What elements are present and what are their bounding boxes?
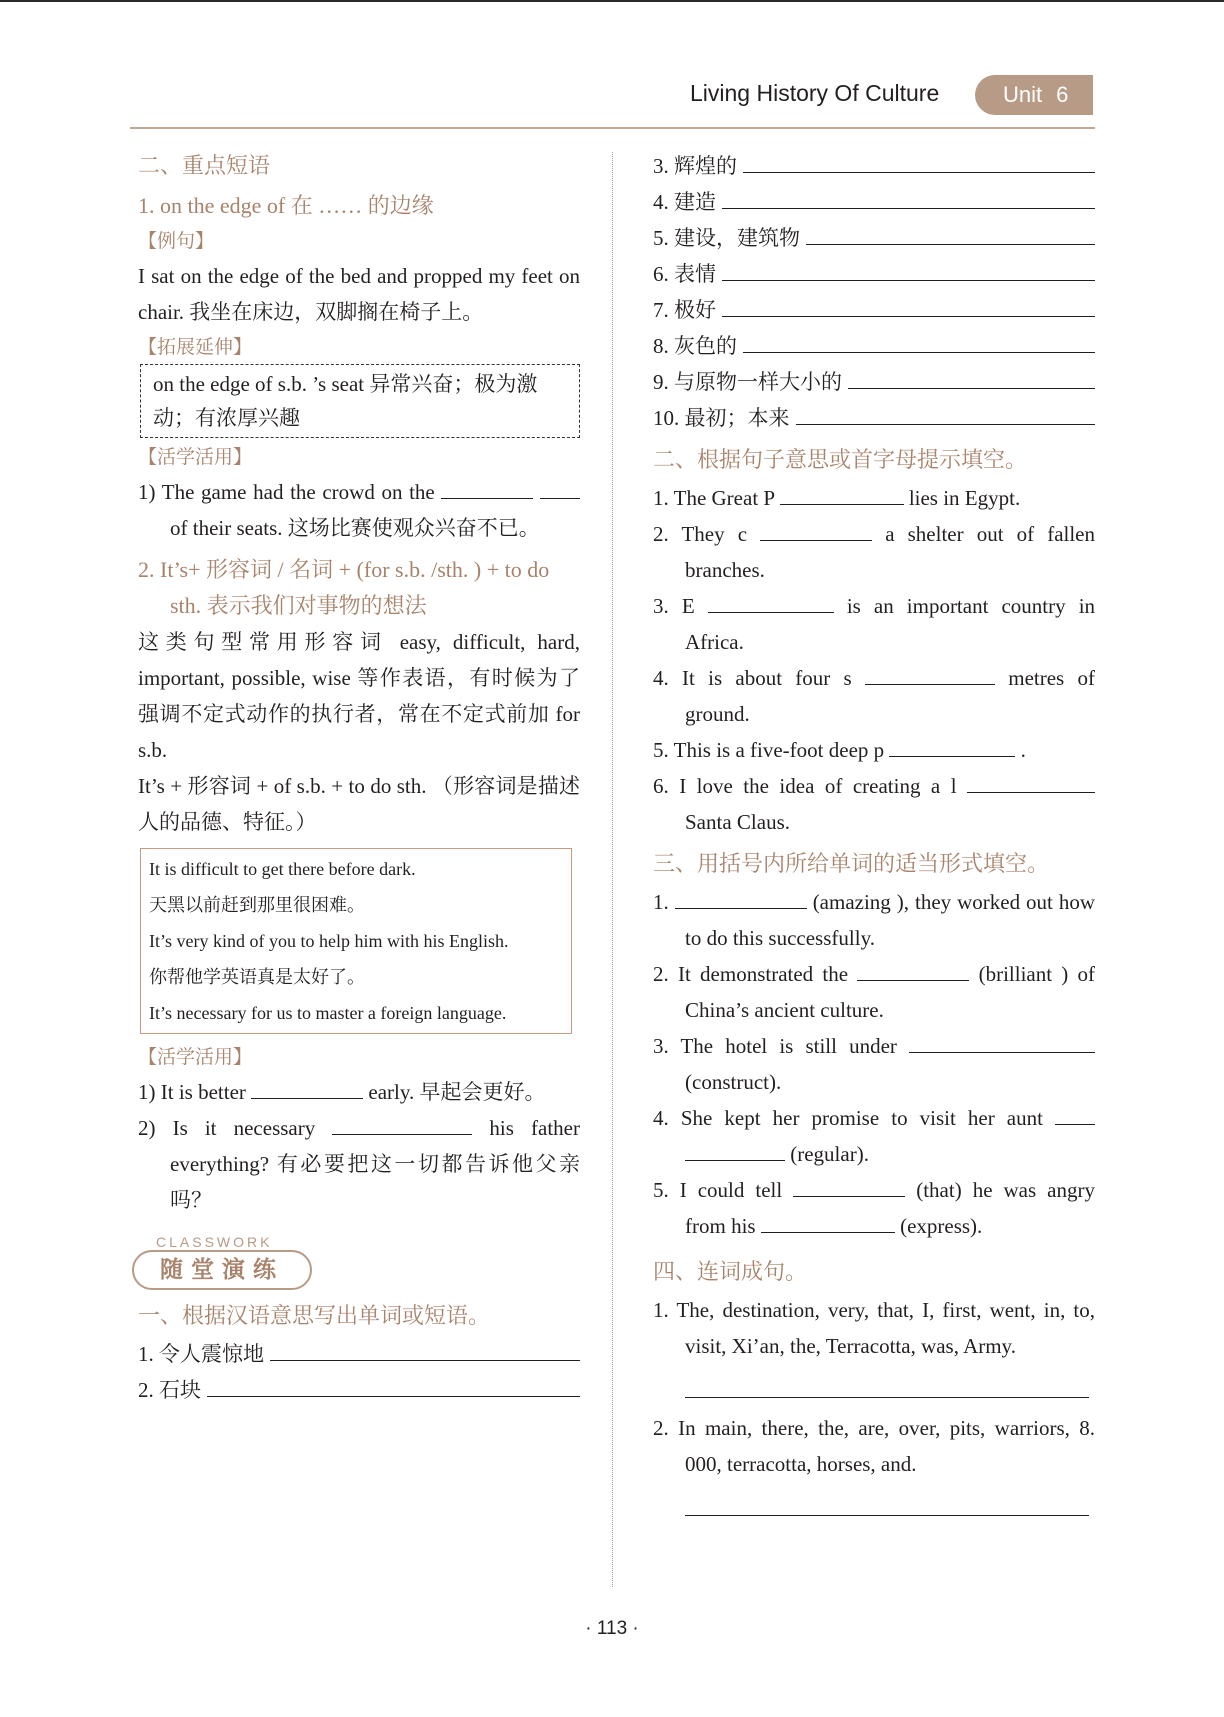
box-line: 天黑以前赶到那里很困难。 [149,895,365,915]
exercise-2-q6 [653,768,1095,840]
q-text: (that) he was angry from his [685,1178,1095,1238]
practice-2-2-text-b: his father everything? 有必要把这一切都告诉他父亲吗？ [170,1116,580,1212]
q-text: a shelter out of fallen branches. [685,522,1096,582]
q-text: (construct). [685,1070,782,1094]
answer-blank[interactable] [270,1337,580,1361]
q-text: 5. I could tell [653,1178,783,1202]
exercise-3-q3 [653,1028,1095,1100]
q-text: 4. She kept her promise to visit her aunt [653,1106,1043,1130]
answer-blank[interactable] [806,221,1095,245]
example-box [140,848,572,1034]
exercise-1-item-label: 3. 辉煌的 [653,154,737,178]
q-text: 2. It demonstrated the [653,962,849,986]
practice-2-1-blank[interactable] [251,1077,363,1099]
exercise-1-item-label: 2. 石块 [138,1378,201,1402]
answer-line[interactable] [685,1370,1089,1398]
example-tag: 【例句】 [138,230,215,252]
answer-blank[interactable] [889,735,1015,757]
answer-blank[interactable] [796,401,1096,425]
practice-2-1-text-a: 1) It is better [138,1080,246,1104]
answer-blank[interactable] [743,149,1095,173]
unit-number: 6 [1056,82,1069,107]
answer-blank[interactable] [722,293,1095,317]
classwork-banner [138,1234,580,1298]
exercise-4-q1: 1. The, destination, very, that, I, first, went, in, to, visit, Xi’an, the, Terracotta, was, Army. [653,1298,1095,1358]
classwork-en: CLASSWORK [156,1234,273,1250]
exercise-1-item [653,220,1095,256]
answer-blank[interactable] [967,771,1095,793]
answer-blank[interactable] [780,483,904,505]
box-line: 你帮他学英语真是太好了。 [149,967,365,987]
exercise-3-q1 [653,884,1095,956]
q-text: . [1020,738,1026,762]
answer-blank[interactable] [848,365,1095,389]
exercise-1-item-label: 1. 令人震惊地 [138,1342,264,1366]
q-text: 5. This is a five-foot deep p [653,738,885,762]
q-text: (regular). [790,1142,869,1166]
exercise-1-item-label: 9. 与原物一样大小的 [653,370,842,394]
exercise-1-item [653,400,1095,436]
practice-1-blank-b[interactable] [540,477,580,499]
exercise-1-item-label: 6. 表情 [653,262,716,286]
answer-blank[interactable] [909,1031,1095,1053]
box-line: It’s necessary for us to master a foreign language. [149,1003,507,1023]
exercise-1-item-label: 7. 极好 [653,298,716,322]
exercise-3-q2 [653,956,1095,1028]
q-text: is an important country in Africa. [685,594,1096,654]
answer-blank[interactable] [743,329,1095,353]
q-text: 6. I love the idea of creating a l [653,774,957,798]
extend-tag: 【拓展延伸】 [138,336,253,358]
exercise-1-item-label: 4. 建造 [653,190,716,214]
answer-blank[interactable] [1055,1103,1095,1125]
exercise-1-item-label: 8. 灰色的 [653,334,737,358]
exercise-1-item [138,1372,580,1408]
unit-badge [975,75,1093,115]
practice-tag: 【活学活用】 [138,446,253,468]
exercise-1-item-label: 5. 建设，建筑物 [653,226,800,250]
unit-label: Unit [1003,82,1043,107]
exercise-2-q5 [653,732,1095,768]
exercise-1-item-label: 10. 最初；本来 [653,406,790,430]
exercise-3-q5 [653,1172,1095,1244]
q-text: Santa Claus. [685,810,790,834]
practice-1-blank-a[interactable] [441,477,533,499]
exercise-1-title: 一、根据汉语意思写出单词或短语。 [138,1304,491,1329]
exercise-3-q4 [653,1100,1095,1172]
section-key-phrases-heading: 二、重点短语 [138,154,271,179]
q-text: (amazing ), they worked out how to do this successfully. [685,890,1096,950]
phrase-1-title: 1. on the edge of 在 …… 的边缘 [138,193,434,218]
answer-blank[interactable] [865,663,995,685]
practice-1-text-b: of their seats. 这场比赛使观众兴奋不已。 [170,516,540,540]
exercise-2-q1 [653,480,1095,516]
exercise-2-title: 二、根据句子意思或首字母提示填空。 [653,448,1028,473]
practice-2-1-text-b: early. 早起会更好。 [368,1080,546,1104]
exercise-1-item [653,256,1095,292]
answer-blank[interactable] [708,591,834,613]
answer-blank[interactable] [761,1211,895,1233]
practice-2-1 [138,1074,580,1110]
extend-text: on the edge of s.b. ’s seat 异常兴奋；极为激动；有浓厚兴趣 [153,372,538,430]
practice-2-2-text-a: 2) Is it necessary [138,1116,316,1140]
column-divider [612,152,613,1587]
answer-blank[interactable] [760,519,872,541]
q-text: 3. The hotel is still under [653,1034,897,1058]
q-text: 1. [653,890,669,914]
answer-blank[interactable] [722,185,1095,209]
exercise-4-title: 四、连词成句。 [653,1260,808,1285]
header-rule [130,127,1095,129]
exercise-1-item [653,364,1095,400]
example-sentence: I sat on the edge of the bed and propped my feet on chair. 我坐在床边，双脚搁在椅子上。 [138,264,580,324]
running-header-title: Living History Of Culture [690,80,940,106]
left-column [138,148,580,1408]
practice-1 [138,474,580,546]
answer-blank[interactable] [207,1373,580,1397]
exercise-1-item [138,1336,580,1372]
answer-blank[interactable] [722,257,1095,281]
practice-1-text-a: 1) The game had the crowd on the [138,480,435,504]
answer-blank[interactable] [857,959,969,981]
q-text: 4. It is about four s [653,666,852,690]
exercise-1-item [653,292,1095,328]
exercise-4-q2: 2. In main, there, the, are, over, pits, warriors, 8. 000, terracotta, horses, and. [653,1416,1095,1476]
answer-blank[interactable] [675,887,807,909]
exercise-3-title: 三、用括号内所给单词的适当形式填空。 [653,852,1050,877]
practice-tag-2: 【活学活用】 [138,1046,253,1068]
exercise-1-item [653,184,1095,220]
answer-blank[interactable] [793,1175,905,1197]
phrase-2-desc-1: 这类句型常用形容词 easy, difficult, hard, important, possible, wise 等作表语，有时候为了强调不定式动作的执行者，常在不定式前加 for s.b. [138,630,580,762]
right-column [653,148,1095,1528]
phrase-2-title: 2. It’s+ 形容词 / 名词 + (for s.b. /sth. ) + to do sth. 表示我们对事物的想法 [138,557,550,618]
box-line: It’s very kind of you to help him with his English. [149,931,509,951]
answer-blank[interactable] [685,1139,785,1161]
exercise-1-item [653,328,1095,364]
exercise-2-q2 [653,516,1095,588]
extend-box [140,364,580,438]
q-text: lies in Egypt. [908,486,1021,510]
exercise-1-item [653,148,1095,184]
exercise-2-q3 [653,588,1095,660]
practice-2-2 [138,1110,580,1218]
q-text: 3. E [653,594,695,618]
top-border-line [0,0,1224,2]
page-number: · 113 · [585,1618,639,1639]
q-text: 2. They c [653,522,748,546]
classwork-zh: 随堂演练 [132,1250,312,1290]
answer-line[interactable] [685,1488,1089,1516]
box-line: It is difficult to get there before dark. [149,859,416,879]
q-text: 1. The Great P [653,486,775,510]
q-text: (brilliant ) of China’s ancient culture. [685,962,1096,1022]
q-text: metres of ground. [685,666,1095,726]
practice-2-2-blank[interactable] [332,1113,472,1135]
exercise-2-q4 [653,660,1095,732]
phrase-2-desc-2: It’s + 形容词 + of s.b. + to do sth. （形容词是描述人的品德、特征。） [138,774,580,834]
q-text: (express). [900,1214,983,1238]
